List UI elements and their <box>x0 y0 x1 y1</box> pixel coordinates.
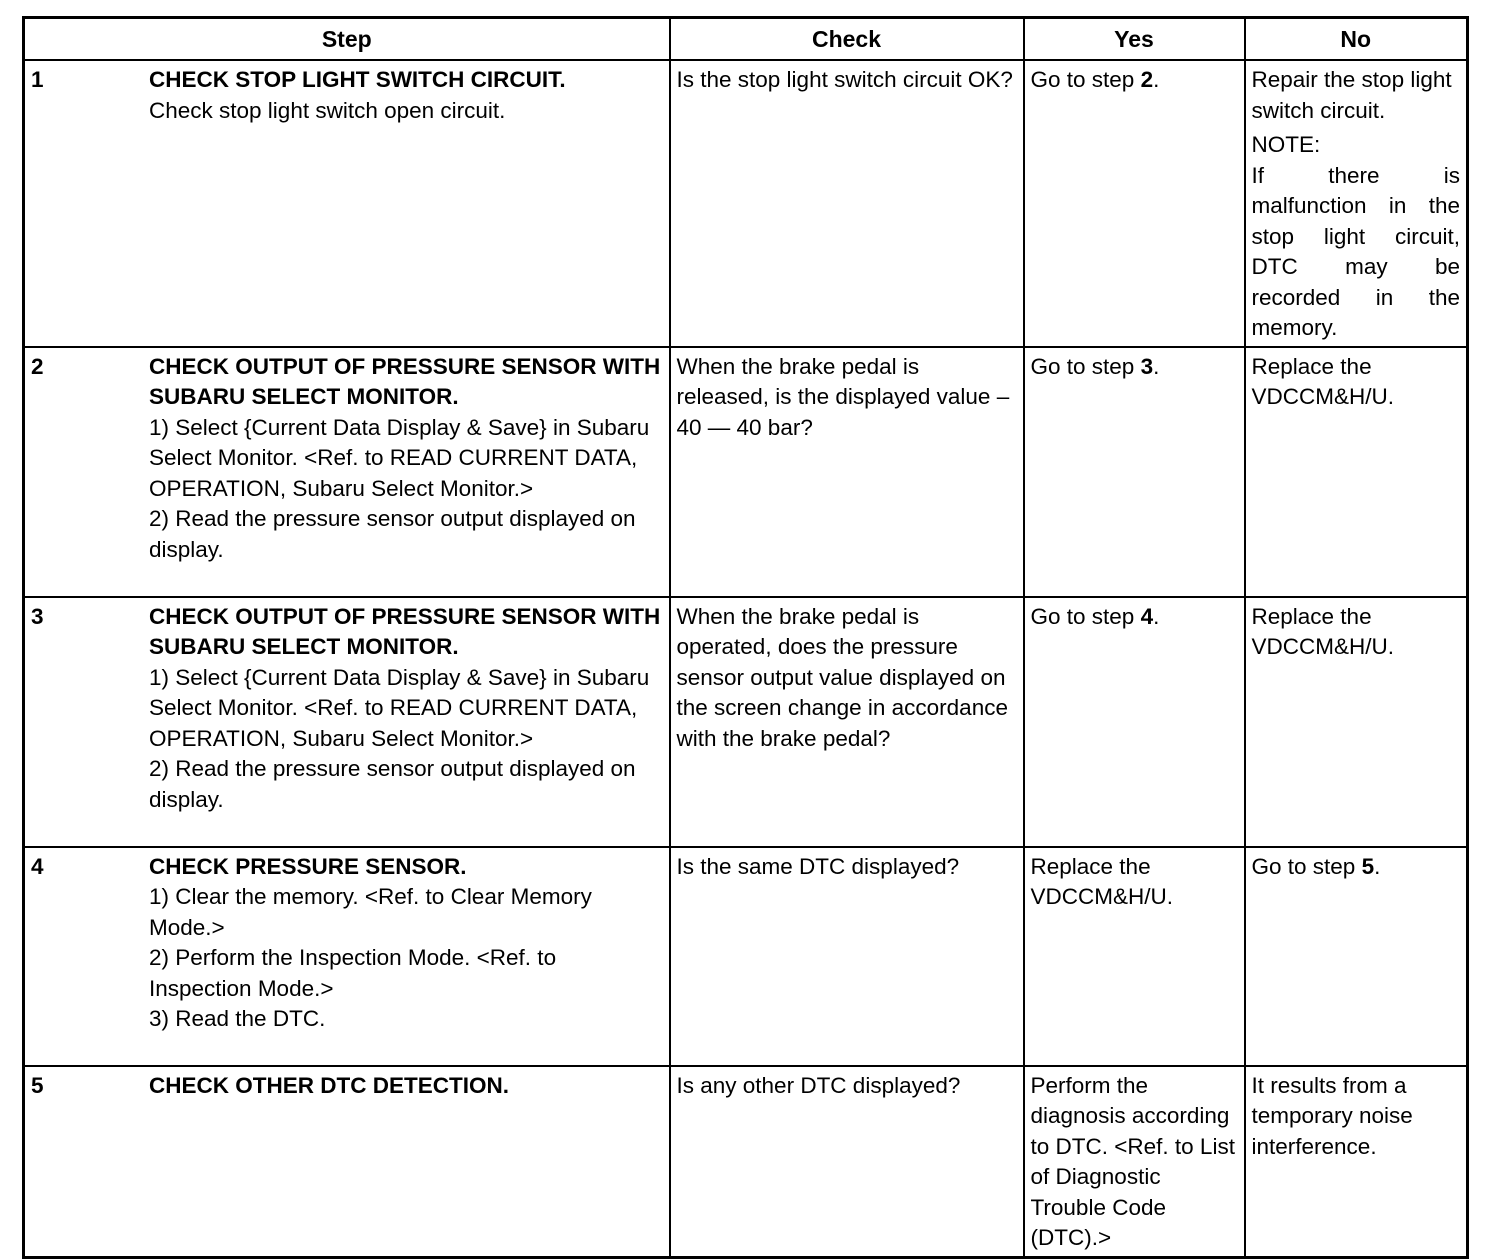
yes-step-number: 4 <box>1140 603 1154 629</box>
step-instruction: 1) Select {Current Data Display & Save} in Subaru Select Monitor. <Ref. to READ CURRENT DATA, OPERATION, Subaru Select Monitor.> <box>149 664 650 751</box>
note-text: If there is malfunction in the stop light circuit, DTC may be recorded in the memory. <box>1251 162 1460 340</box>
step-title: CHECK STOP LIGHT SWITCH CIRCUIT. <box>149 67 566 92</box>
check-cell: When the brake pedal is operated, does the pressure sensor output value displayed on the screen change in accordance with the brake pedal? <box>670 597 1024 847</box>
yes-step-number: 2 <box>1140 67 1154 92</box>
step-number: 3 <box>31 603 44 629</box>
yes-cell: Replace the VDCCM&H/U. <box>1024 847 1245 1066</box>
table-row <box>24 347 1468 597</box>
step-cell <box>24 597 670 847</box>
check-cell: Is the same DTC displayed? <box>670 847 1024 1066</box>
check-cell: Is any other DTC displayed? <box>670 1066 1024 1258</box>
yes-cell <box>1024 60 1245 347</box>
step-instruction: 2) Perform the Inspection Mode. <Ref. to Inspection Mode.> <box>149 945 557 1001</box>
step-title: CHECK PRESSURE SENSOR. <box>149 853 467 879</box>
header-yes: Yes <box>1024 18 1245 61</box>
step-number: 4 <box>31 853 44 879</box>
step-instruction: 2) Read the pressure sensor output displayed on display. <box>149 756 636 812</box>
yes-text: Go to step <box>1030 353 1141 379</box>
step-cell <box>24 60 670 347</box>
step-title: CHECK OUTPUT OF PRESSURE SENSOR WITH SUBARU SELECT MONITOR. <box>149 353 661 409</box>
no-text: Go to step <box>1251 853 1362 879</box>
yes-suffix: . <box>1153 603 1160 629</box>
yes-cell <box>1024 347 1245 597</box>
step-number: 5 <box>31 1072 44 1098</box>
no-cell: Replace the VDCCM&H/U. <box>1245 347 1468 597</box>
step-instruction: 3) Read the DTC. <box>149 1006 326 1031</box>
step-title: CHECK OTHER DTC DETECTION. <box>149 1072 509 1098</box>
step-instruction: 1) Clear the memory. <Ref. to Clear Memory Mode.> <box>149 884 592 940</box>
step-title: CHECK OUTPUT OF PRESSURE SENSOR WITH SUBARU SELECT MONITOR. <box>149 603 661 659</box>
table-row <box>24 597 1468 847</box>
yes-text: Go to step <box>1030 67 1141 92</box>
no-text: Repair the stop light switch circuit. <box>1251 67 1452 123</box>
no-suffix: . <box>1374 853 1381 879</box>
no-step-number: 5 <box>1361 853 1375 879</box>
no-cell: It results from a temporary noise interference. <box>1245 1066 1468 1258</box>
yes-cell <box>1024 597 1245 847</box>
header-step: Step <box>24 18 670 61</box>
table-row <box>24 847 1468 1066</box>
no-cell <box>1245 60 1468 347</box>
check-cell: Is the stop light switch circuit OK? <box>670 60 1024 347</box>
diagnostic-table <box>22 16 1469 1259</box>
header-no: No <box>1245 18 1468 61</box>
check-cell: When the brake pedal is released, is the displayed value –40 — 40 bar? <box>670 347 1024 597</box>
step-number: 2 <box>31 353 44 379</box>
table-row <box>24 1066 1468 1258</box>
no-cell <box>1245 847 1468 1066</box>
table-row <box>24 60 1468 347</box>
step-cell <box>24 1066 670 1258</box>
header-row <box>24 18 1468 61</box>
yes-suffix: . <box>1153 67 1160 92</box>
yes-cell: Perform the diagnosis according to DTC. <Ref. to List of Diagnostic Trouble Code (DTC).> <box>1024 1066 1245 1258</box>
step-cell <box>24 847 670 1066</box>
step-instruction: 2) Read the pressure sensor output displayed on display. <box>149 506 636 562</box>
yes-text: Go to step <box>1030 603 1141 629</box>
step-instruction: Check stop light switch open circuit. <box>149 97 506 123</box>
yes-step-number: 3 <box>1140 353 1154 379</box>
step-cell <box>24 347 670 597</box>
header-check: Check <box>670 18 1024 61</box>
yes-suffix: . <box>1153 353 1160 379</box>
no-cell: Replace the VDCCM&H/U. <box>1245 597 1468 847</box>
step-instruction: 1) Select {Current Data Display & Save} in Subaru Select Monitor. <Ref. to READ CURRENT DATA, OPERATION, Subaru Select Monitor.> <box>149 414 650 501</box>
note-label: NOTE: <box>1251 132 1321 157</box>
step-number: 1 <box>31 67 44 92</box>
